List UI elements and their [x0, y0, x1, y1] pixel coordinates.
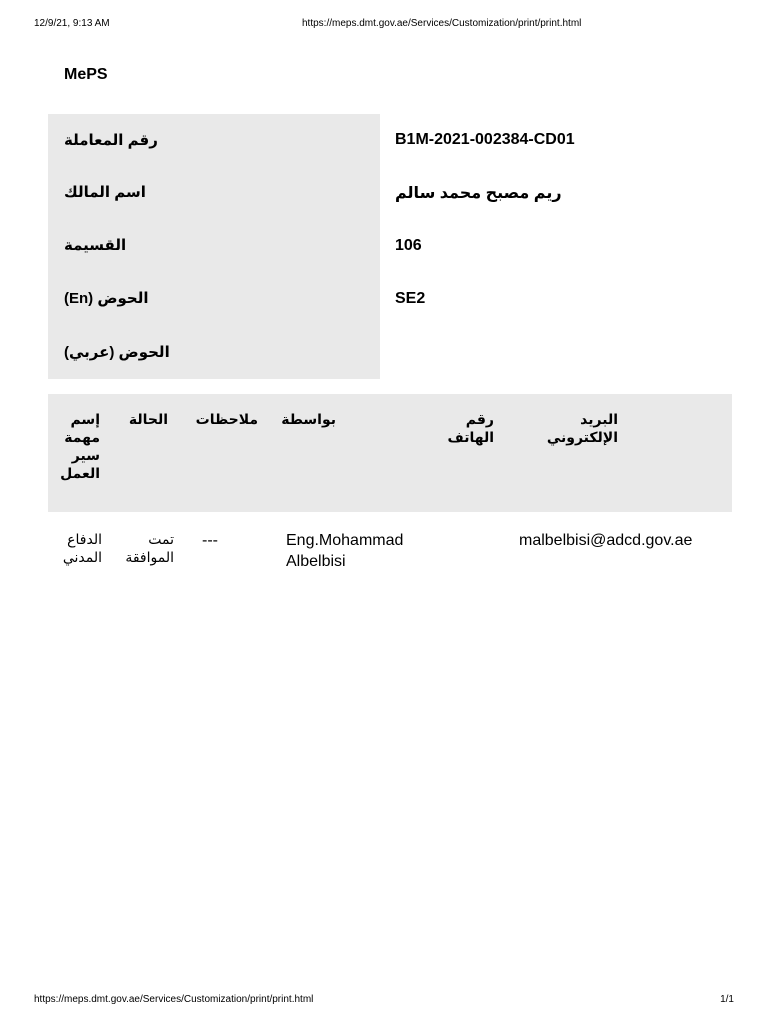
header-phone: رقم الهاتف [447, 411, 494, 445]
cell-notes: --- [202, 532, 218, 549]
value-transaction-number: B1M-2021-002384-CD01 [395, 131, 575, 148]
label-owner-name: اسم المالك [64, 184, 146, 201]
label-transaction-number: رقم المعاملة [64, 132, 158, 149]
label-plot: القسيمة [64, 237, 127, 254]
cell-by: Eng.Mohammad Albelbisi [286, 532, 404, 570]
label-basin-en: الحوض (En) [64, 290, 149, 307]
cell-email: malbelbisi@adcd.gov.ae [519, 532, 693, 549]
print-footer [0, 992, 768, 1008]
page-number: 1/1 [720, 994, 734, 1005]
print-datetime: 12/9/21, 9:13 AM [34, 18, 110, 29]
header-notes: ملاحظات [195, 411, 258, 427]
cell-status: تمت الموافقة [125, 531, 174, 565]
header-email: البريد الإلكتروني [546, 411, 618, 445]
print-url: https://meps.dmt.gov.ae/Services/Customization/print/print.html [302, 18, 582, 29]
footer-url: https://meps.dmt.gov.ae/Services/Customization/print/print.html [34, 994, 314, 1005]
header-by: بواسطة [281, 411, 336, 427]
cell-task-name: الدفاع المدني [62, 531, 102, 565]
value-basin-en: SE2 [395, 290, 426, 307]
value-owner-name: ريم مصبح محمد سالم [395, 185, 562, 202]
label-basin-ar: الحوض (عربي) [64, 344, 170, 361]
header-status: الحالة [128, 411, 168, 427]
brand-title: MePS [64, 66, 108, 83]
header-task-name: إسم مهمة سير العمل [60, 411, 100, 481]
print-header [0, 14, 768, 30]
value-plot: 106 [395, 237, 422, 254]
